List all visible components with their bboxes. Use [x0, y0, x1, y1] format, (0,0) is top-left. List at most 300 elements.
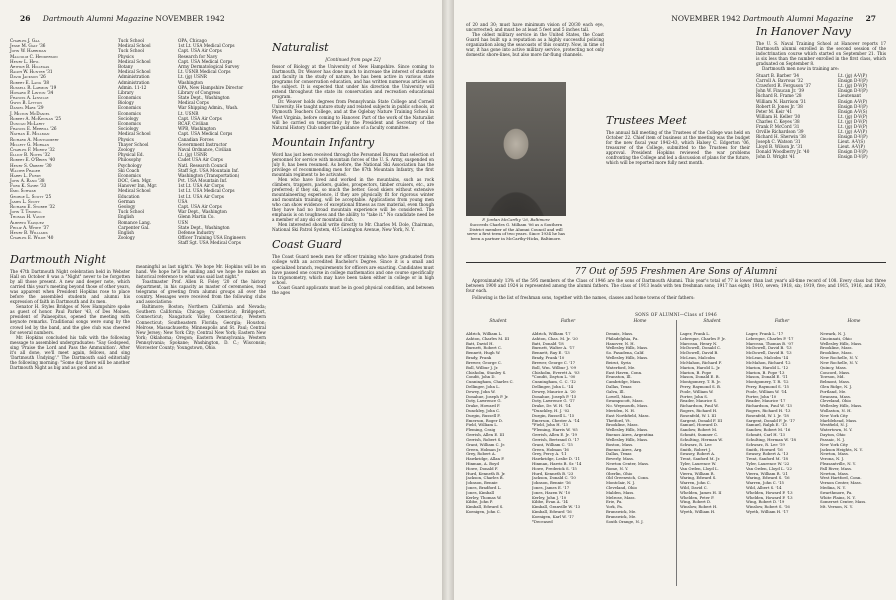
roster-name: John A. Rand '38: [10, 178, 45, 184]
table-cell: Beverly, Mass.: [606, 456, 635, 462]
dartmouth-night-section: [10, 250, 130, 595]
trainee-name: John W. Finucan Jr. '39: [756, 88, 805, 94]
roster-department: Zoology: [118, 235, 135, 241]
faculty-service-roster: [10, 38, 300, 248]
trainee-name: Carroll A. Bavrous '32: [756, 78, 804, 84]
table-cell: McMahon, Richard '12: [746, 359, 791, 365]
table-cell: Sandow, Robert M.: [680, 427, 718, 433]
table-cell: Bennett, Ray E. '13: [532, 350, 570, 356]
roster-service: 1st Lt. USA Air Corps: [178, 193, 224, 199]
roster-name: Henry B. Williams: [10, 229, 48, 235]
paragraph: Men who have lived and worked in the mountains, such as rock climbers, trappers, packers, guides, prospectors, timber cruisers, etc., are preferred; if they ski, so much the better. Good skiers without extensive mountaineering experience, if they are physically fit for rigorous winter and mountain training, will be acceptable. Applications from young men who can show evidence of exceptional fitness as raw material, even though they have had no broad mountain experience will be considered. The emphasis is on toughness and the ability to "take it." No candidate need be a member of any ski or mountain club.: [272, 176, 434, 223]
table-cell: So. Pasadena, Calif.: [606, 350, 645, 356]
table-cell: Schmitt, Carl H. '13: [746, 432, 785, 438]
table-cell: *Deceased: [532, 518, 553, 524]
roster-department: Admin. 11-12: [118, 84, 147, 90]
table-cell: *Condit, Dayton L. '00: [532, 374, 576, 380]
paragraph: Dr. Weaver holds degrees from Pennsylvania State College and Cornell University. He taught nature study and related subjects in public schools, at Plymouth Teachers College, and at the Oglebay Nature Training School in West Virginia, before coming to Hanover. Part of the work of the Naturalist will be carried on temporarily by the President and Secretary of the Natural History Club under the guidance of a faculty committee.: [272, 99, 434, 130]
table-cell: Brady, Frank: [466, 355, 492, 361]
table-cell: Condit, John D.: [466, 374, 496, 380]
table-cell: Montgomery, T. R. '12: [746, 379, 789, 385]
table-cell: Dallas, Texas: [606, 383, 632, 389]
paragraph: Word has just been received through the Personnel Bureau that selection of personnel for service with mountain forces of the U. S. Army, suspended on July 8, has been resumed. As before, the National Ski Association has the privilege of recommending men for the 87th Mountain Infantry, the first mountain regiment to be activated.: [272, 151, 434, 177]
roster-name: Alberto Vazquez: [10, 219, 44, 225]
roster-department: Economics: [118, 110, 141, 116]
roster-service: OPA, New Hampshire Director: [178, 84, 244, 90]
table-cell: Mt. Vernon, N. Y.: [820, 504, 853, 510]
table-cell: Jackson, Donald C. '10: [532, 475, 576, 481]
roster-department: Physics: [118, 136, 134, 142]
table-cell: Jones, Bradford L.: [466, 485, 502, 490]
table-cell: Ashton, Charles M. III: [466, 335, 510, 341]
roster-service: War Shipping Admin., Wash.: [178, 105, 239, 111]
roster-service: Lt. (jg) USNR: [178, 152, 207, 158]
table-cell: Gerrish, Allen E. III: [466, 432, 505, 438]
table-cell: New York City: [820, 412, 848, 418]
trainee-rank: Ensign A-V(S): [838, 108, 868, 114]
roster-name: Richard A. Montgomery: [10, 136, 59, 142]
table-cell: Whelden, James H. II: [680, 489, 722, 495]
table-cell: Mason, Donald E. '11: [746, 374, 788, 380]
table-cell: Warren, John C.: [680, 480, 711, 486]
table-cell: McDowell, Donald C.: [680, 345, 722, 351]
roster-service: Government Instructor: [178, 141, 228, 147]
roster-service: Defense Industry: [178, 229, 215, 235]
mountain-infantry-heading: Mountain Infantry: [272, 135, 375, 149]
table-cell: Lager, Frank L.: [680, 332, 711, 336]
table-cell: Mason, Donald E. B.: [680, 374, 720, 380]
trainee-rank: Ensign D-V(P): [838, 133, 868, 139]
roster-name: Ralph W. Hunter '31: [10, 69, 53, 75]
column-header: Student: [489, 319, 507, 324]
table-cell: Jackson, Charles B.: [466, 475, 504, 481]
table-cell: Wild, David C.: [680, 485, 708, 490]
table-cell: Hurd, Kenneth B. Jr.: [466, 470, 506, 476]
roster-service: Capt. USA Air Corps: [178, 204, 222, 209]
table-cell: Schulting, Herman W.: [680, 436, 723, 442]
left-page-header: [10, 14, 225, 23]
dartmouth-night-continued: [136, 264, 266, 594]
table-cell: Hurd, Kenneth B. '23: [532, 470, 574, 476]
roster-name: Nathan E. Millman: [10, 131, 50, 137]
table-cell: Cunningham, C. C. '12: [532, 379, 576, 385]
table-cell: Brookline, Mass.: [820, 350, 853, 356]
roster-service: USA: [178, 198, 188, 204]
roster-department: DOC, Gen. Mgr.: [118, 178, 152, 184]
table-cell: Boston, Mass.: [606, 441, 634, 447]
roster-department: English: [118, 214, 134, 220]
roster-name: Elliot B. Noyes '32: [10, 152, 50, 158]
paragraph: Mr. Hopkins concluded his talk with the following message to assembled undergraduates: "Say Godspeed, sing 'Praise the Lord and Pass the Ammunition'. After it's all done, we'll meet again, fellows, and sing 'Dartmouth Undying'." The Dartmouth said editorially the following morning: "Some day there will be another Dartmouth Night as big and as good and as: [10, 334, 130, 370]
table-cell: Grey, Robert A.: [466, 451, 496, 457]
table-cell: Passaic, N. J.: [820, 436, 845, 442]
trainee-rank: Lieutenant: [838, 93, 862, 99]
father-column: [532, 332, 604, 525]
table-cell: McLean, Malcolm: [680, 355, 715, 361]
table-cell: Malden, Mass.: [606, 489, 635, 495]
table-cell: Jones, Kimball: [466, 489, 494, 495]
table-cell: Dewey, John W.: [466, 388, 496, 394]
roster-service: Lt. (jg) USNR: [178, 74, 207, 80]
trainee-name: Joseph C. Watson '31: [756, 138, 801, 144]
paragraph: The oldest military service in the United States, the Coast Guard has built up a reputation as a highly successful policing organization along the seacoasts of this country. Now, in time of war, it has gone into active military service, protecting not only domestic shore-lines, but also more far-flung channels.: [466, 32, 604, 58]
paragraph: Baltimore; Boston; Northern California and Nevada; Southern California; Chicago; Connecticut; Bridgeport, Connecticut; Naugatuck Valley, Connecticut; Western Connecticut; Southeastern Florida; Georgia; Houston; Melrose, Massachusetts; Minneapolis and St. Paul; Central New Jersey; New York City; Central New York; Eastern New York; Oklahoma; Oregon; Eastern Pennsylvania; Western Pennsylvania; Spokane; Washington, D. C.; Wisconsin; Worcester County; Youngstown, Ohio.: [136, 304, 266, 350]
table-cell: Glen Ridge, N. J.: [820, 383, 853, 389]
trainee-name: Stuart B. Barber '34: [756, 73, 800, 79]
table-cell: Aldrich, William L.: [466, 332, 503, 336]
table-cell: Gerrish, Bertrand O. '17: [532, 436, 580, 442]
paragraph: Toastmaster Prof. Allen R. Foley '20 of the history department, in his capacity as master of ceremonies, read telegrams of greeting from alumni groups all over the country. Messages were received from the following clubs and associations:: [136, 279, 266, 305]
table-cell: New Rochelle, N. Y.: [820, 359, 859, 365]
roster-department: Tuck School: [118, 48, 144, 54]
table-cell: Sargent, Donald F. III: [680, 417, 723, 423]
table-cell: Koenigen, John C.: [466, 509, 501, 515]
trainee-name: Peter M. Keir '41: [756, 108, 793, 114]
table-cell: Jackson Heights, N. Y.: [820, 446, 863, 452]
roster-department: Library: [118, 89, 134, 95]
coast-guard-heading: Coast Guard: [272, 238, 342, 252]
roster-department: Tuck School: [118, 209, 144, 215]
table-cell: *Fleming, Harris W. '05: [532, 427, 578, 433]
table-cell: Kibbe, John P.: [466, 499, 493, 505]
roster-department: Tuck School: [118, 38, 144, 43]
table-cell: Wellesley Hills, Mass.: [606, 345, 649, 351]
table-cell: Marceau, Henry N.: [680, 340, 718, 346]
table-cell: East Northfield, Mass.: [606, 412, 650, 418]
table-cell: Tyler, Laurence W.: [680, 460, 717, 466]
paragraph: The annual fall meeting of the Trustees of the College was held on October 22. Chief item of business at the meeting was the budget for the new fiscal year 1942-43, which Halsey C. Edgerton '06, treasurer of the College, submitted to the Trustees for their approval. President Hopkins reviewed the war problems confronting the College and led a discussion of plans for the future, which will be reported more fully next month.: [606, 130, 750, 166]
table-cell: Lager, Frank L. '17: [746, 332, 784, 336]
table-cell: Newton, Mass.: [820, 451, 850, 457]
table-cell: Westfield, N. J.: [820, 422, 849, 428]
table-cell: Wellesley Hills, Mass.: [820, 403, 863, 409]
page-number: 26: [20, 14, 31, 23]
table-cell: Lowell, Mass.: [606, 393, 633, 399]
table-cell: Montgomery, T. R. Jr.: [680, 379, 721, 385]
roster-service: Washington (Transportation): [178, 172, 240, 178]
trainee-name: Robert B. Jones Jr. '38: [756, 103, 803, 109]
roster-name: Daniel Marx '29: [10, 105, 44, 111]
table-cell: Kerley, Thomas W.: [466, 494, 502, 500]
roster-department: German: [118, 198, 135, 204]
table-cell: Sargent, Donald F. Jr. '17: [746, 417, 795, 423]
roster-name: Charles E. Wilde '40: [10, 235, 54, 241]
roster-name: Thomas H. Vance: [10, 214, 46, 220]
table-cell: Swampscott, Mass.: [606, 398, 644, 404]
table-cell: Newark, N. J.: [820, 332, 846, 336]
table-cell: Oberlin, Ohio: [606, 470, 633, 476]
table-cell: Richardson, Paul W.: [680, 403, 719, 409]
naturalist-heading: Naturalist: [272, 41, 329, 54]
paragraph: of 20 and 30; must have minimum vision of 20/30 each eye, uncorrected; and must be at least 5 feet and 5 inches tall.: [466, 22, 604, 33]
roster-service: 1st Lt. USA Medical Corps: [178, 188, 235, 194]
table-cell: Lebreque, Charles P. Jr.: [680, 335, 726, 341]
table-cell: Meriden, N. H.: [606, 408, 636, 413]
table-cell: Cunningham, Charles C.: [466, 379, 514, 385]
roster-service: Glenn Martin Co.: [178, 214, 215, 220]
paragraph: Dartmouth men now in training are:: [762, 66, 840, 72]
table-cell: Green, Holman '16: [532, 446, 569, 452]
roster-service: Army Dermatological Survey: [178, 63, 240, 69]
roster-department: Geology: [118, 204, 136, 209]
portrait-photo: [466, 82, 566, 216]
paragraph: meaningful as last night's. We hope Mr. Hopkins will be on hand. We hope he'll be smiling and we hope he makes an historical reference to what was said last night.": [136, 264, 266, 280]
table-cell: Dennis, Mass.: [606, 332, 634, 336]
roster-name: Charles J. Gaa: [10, 38, 40, 43]
table-cell: Boll, Wm. Wilbur J. '09: [532, 364, 577, 370]
continued-note: [Continued from page 22]: [325, 57, 381, 62]
table-cell: Kibbe, Evan A. '14: [532, 499, 568, 505]
table-cell: Treat, Sanford M. Jr.: [680, 456, 721, 462]
table-cell: Old Greenwich, Conn.: [606, 475, 650, 481]
issue-date: NOVEMBER 1942: [671, 14, 741, 23]
table-cell: Grey, Percy A. '11: [532, 451, 567, 457]
table-cell: Grant, William C. Jr.: [466, 441, 506, 447]
table-cell: Newton Center, Mass.: [606, 460, 650, 466]
roster-department: Biology: [118, 100, 134, 106]
roster-name: Russell R. Larmon '19: [10, 84, 57, 90]
paragraph: Following is the list of freshman sons, together with the names, classes and home towns of their fathers:: [472, 294, 695, 300]
table-cell: Batt, David H.: [466, 340, 494, 346]
roster-name: Robert E. Lang '38: [10, 79, 50, 85]
trainee-name: Charles C. Keyes '38: [756, 118, 800, 124]
roster-name: Millett G. Morgan: [10, 141, 50, 147]
roster-department: Physics: [118, 53, 134, 59]
table-cell: Fleming, Craig: [466, 427, 496, 433]
table-cell: Rogers, Richard H.: [680, 408, 718, 413]
table-cell: Brady, Frank '10: [532, 355, 565, 361]
trainee-name: Donald Woodberry Jr. '40: [756, 148, 810, 154]
table-cell: Watertown, N. Y.: [820, 427, 853, 433]
table-cell: Hinman, Harris B. Sr. '14: [532, 460, 582, 466]
table-cell: Chisholm, Stanley S.: [466, 369, 507, 375]
table-cell: Grant, William C. '15: [532, 441, 573, 447]
table-cell: Kimball, Edward '16: [532, 509, 572, 515]
table-cell: Dellinger, John L. '14: [532, 383, 574, 389]
trainee-rank: Ensign D-V(P): [838, 88, 868, 94]
table-cell: Buenos Aires, Arg.: [606, 446, 643, 452]
roster-name: Duncan McLarty: [10, 121, 45, 126]
table-cell: Lebreque, Charles P. '17: [746, 335, 794, 341]
roster-department: Sociology: [118, 126, 139, 132]
caption-text: Succeeds Charles G. Milham '06 as a Southern District member of the Alumni Council and will serve a first term of two years. Since 1934 he has been a partner in McCarthy-Hicks, Baltimore.: [466, 221, 566, 242]
column-header: Home: [847, 319, 861, 324]
table-cell: Smith, Howard '16: [746, 446, 783, 452]
roster-name: Francis A. Linville: [10, 95, 49, 101]
table-cell: Newton, Mass.: [820, 470, 850, 476]
table-cell: Wellesley Hills, Mass.: [606, 427, 649, 433]
roster-department: Economics: [118, 121, 141, 126]
roster-service: Capt. USA Air Corps: [178, 48, 222, 54]
table-cell: No. Weymouth, Mass.: [606, 403, 649, 409]
navy-section: [756, 22, 886, 260]
table-cell: Treat, Sanford M. '18: [746, 456, 788, 462]
table-cell: Brunswick, Me.: [606, 509, 637, 515]
table-cell: Hanover, N. H.: [606, 340, 635, 346]
roster-department: English: [118, 229, 134, 235]
trainee-rank: Ensign D-V(P): [838, 103, 868, 109]
table-cell: Marceau, Thomas B. '07: [746, 340, 794, 346]
trainee-rank: Lt. (jg) D-V(P): [838, 118, 868, 124]
roster-service: Lt. USNR: [178, 110, 199, 116]
table-cell: Cleveland, Ohio: [820, 398, 851, 404]
table-cell: Kimball, Edward S.: [466, 504, 504, 510]
table-cell: Marion, B. Pope: [680, 369, 712, 375]
roster-name: Ford K. Sayre '33: [10, 183, 47, 189]
table-cell: Brookline, Mass.: [820, 345, 853, 351]
table-cell: Wellesley Hills, Mass.: [820, 340, 863, 346]
section-heading: Dartmouth Night: [10, 253, 106, 266]
table-cell: Fall River, Mass.: [820, 465, 853, 471]
roster-service: War Dept., Washington: [178, 209, 227, 215]
table-cell: Boll, Wilbur J. Jr.: [466, 364, 499, 370]
table-cell: Vierra, William R. '21: [746, 470, 788, 476]
trainee-rank: Lt. (jg) D-V(P): [838, 113, 868, 119]
roster-name: John T. Troxell: [10, 209, 42, 215]
roster-name: Robert E. O'Brien '40: [10, 157, 55, 163]
table-cell: Durgin, Russell F.: [466, 412, 501, 418]
table-cell: *Dunckley, H. J. '02: [532, 408, 570, 413]
trainee-rank: Ensign D-V(P): [838, 78, 868, 84]
table-cell: Samuel, Ralph E. '13: [746, 422, 787, 428]
table-cell: South Orange, N. J.: [606, 518, 644, 524]
roster-service: State Dept., Washington: [178, 224, 230, 230]
table-cell: Perry, Raymond S. B.: [680, 383, 722, 389]
table-cell: Whelden, Howard P. '13: [746, 489, 793, 495]
table-cell: Durgin, Russell L. '15: [532, 412, 575, 418]
table-cell: Johnson, Bennie: [466, 480, 498, 486]
table-cell: Jones, Hazen W. '10: [532, 489, 571, 495]
table-cell: Swansea, Mass.: [820, 393, 852, 399]
table-cell: Swasey, Robert A. '13: [746, 451, 789, 457]
roster-department: Romance Lang.: [118, 219, 151, 225]
table-cell: White Plains, N. Y.: [820, 494, 856, 500]
table-cell: Verona, N. J.: [820, 456, 845, 462]
table-cell: Beirut, Syria: [606, 359, 631, 365]
roster-department: Botany: [118, 63, 133, 69]
table-cell: Reader, Maurice S.: [680, 398, 718, 404]
table-cell: Warren, John C. '15: [746, 480, 784, 486]
table-cell: Donahue, Joseph P. Jr.: [466, 393, 509, 399]
table-cell: Donahue, Joseph P. '15: [532, 393, 577, 399]
table-cell: Waring, Edward S. '16: [746, 475, 790, 481]
table-cell: McDowell, David B. '13: [746, 350, 792, 356]
table-cell: McDowell, David B. '13: [746, 345, 792, 351]
roster-department: Hanover Inn, Mgr.: [118, 183, 158, 189]
roster-name: Jesse M. Galt '36: [10, 43, 46, 49]
trustees-heading: Trustees Meet: [606, 114, 687, 127]
roster-name: Charles F. Moritz '32: [10, 146, 55, 152]
table-cell: Marion, B. Pope '13: [746, 369, 785, 375]
roster-row: [10, 240, 300, 245]
table-cell: Emerson, Roger D.: [466, 417, 503, 423]
trainee-name: Richard H. Sherwin '38: [756, 133, 806, 139]
table-cell: Dewey, Maurice A. '20: [532, 388, 576, 394]
roster-department: Economics: [118, 172, 141, 178]
table-cell: McMahon, Richard F.: [680, 359, 722, 365]
roster-department: Ski Coach: [118, 167, 140, 173]
navy-heading: In Hanover Navy: [756, 25, 851, 38]
photo-caption: [466, 218, 566, 242]
table-cell: Galva, Ill.: [606, 388, 625, 394]
roster-name: Henry L. Heyl: [10, 58, 40, 64]
table-cell: Doty, Lawrence G.: [466, 398, 502, 404]
trainee-name: William H. Keller '30: [756, 113, 801, 119]
table-cell: Porter, John '10: [746, 393, 777, 399]
table-cell: Jones, James E. '17: [532, 485, 570, 490]
trainee-name: Crawford R. Ferguson '37: [756, 83, 811, 89]
right-column: [272, 38, 434, 594]
table-cell: Vernon Center, Mass.: [820, 480, 862, 486]
trainee-list: [756, 73, 886, 159]
table-cell: Rosenfeld, W. I. Jr. '18: [746, 412, 789, 418]
paragraph: fessor of Biology at the University of New Hampshire. Since coming to Dartmouth, Dr. Weaver has done much to increase the interest of students and faculty in the study of nature, he has been active in various state programs for conservation education, and has written numerous articles on the subject. It is expected that under his direction the University will extend throughout the state its conservation and recreation educational program.: [272, 64, 434, 100]
sons-table-right: [680, 320, 888, 590]
table-cell: Pleasantville, N. Y.: [820, 460, 857, 466]
table-cell: Van Orden, Lloyd L.: [680, 465, 719, 471]
roster-service: Capt. USA Air Corps: [178, 115, 222, 121]
roster-service: Officer Training USA Engineers: [178, 235, 246, 241]
table-cell: Bennett, Hugh W.: [466, 350, 501, 356]
table-cell: Wild, Albert S. '14: [746, 485, 782, 490]
table-cell: Gerrish, Allen E. Jr. '19: [532, 432, 577, 438]
roster-name: John W. Harriman: [10, 48, 47, 54]
left-page: [0, 0, 442, 600]
trainee-rank: Lt. (jg) D-V(P): [838, 83, 868, 89]
table-cell: Wing, Robert D.: [680, 499, 712, 505]
roster-service: Canadian Forces: [178, 136, 214, 142]
trainee-name: Richard R. Frame '28: [756, 93, 802, 99]
table-cell: Doty, Lawrence G. '17: [532, 398, 575, 404]
roster-department: Economics: [118, 105, 141, 111]
roster-service: Research for Navy: [178, 53, 218, 59]
roster-service: Cadet USA Air Corps: [178, 157, 223, 163]
table-cell: Rogers, Richard H. '13: [746, 408, 791, 413]
table-cell: Whelden, Peter F.: [680, 494, 715, 500]
trainee-name: William N. Harrison '31: [756, 98, 807, 104]
roster-name: Henry S. Odbert '30: [10, 162, 52, 168]
roster-service: Naval Ordnance, Civilian: [178, 146, 232, 152]
trainee-name: Frank P. McCord '31: [756, 123, 800, 129]
table-cell: Koenigen, Karl W. '17: [532, 513, 574, 519]
roster-name: Robert A. McKennan '25: [10, 115, 61, 121]
table-cell: Drake, Dr. W. H. '14: [532, 403, 571, 409]
table-cell: Schulting, Herman W. '18: [746, 436, 796, 442]
table-cell: Buenos Aires, Argentina: [606, 432, 654, 438]
column-header: Father: [560, 319, 576, 324]
table-cell: Howe, Frederick S. '15: [532, 465, 577, 471]
home-column: [820, 332, 888, 510]
paragraph: The 47th Dartmouth Night celebration held in Webster Hall on October 8 was a "Night" never to be forgotten by all those present. A new and deeper note, which carried this year's meeting beyond those of other years, was apparent when President Hopkins rose to place before the assembled students and alumni his expression of faith in Dartmouth and its men.: [10, 269, 130, 305]
right-col-2: [606, 22, 750, 258]
student-column: [466, 332, 530, 515]
table-cell: Green, Holman Jr.: [466, 446, 502, 452]
table-cell: Dallas, Texas: [606, 451, 632, 457]
table-cell: Evanston, Ill.: [606, 374, 632, 380]
table-cell: Porter, John S.: [680, 393, 709, 399]
trainee-name: Lloyd B. Wilson Jr. '31: [756, 143, 803, 149]
sons-box-heading: 77 Out of 595 Freshmen Are Sons of Alumni: [574, 267, 778, 277]
table-cell: Wellesley Hills, Mass.: [606, 355, 649, 361]
table-cell: Kerley, John J. '10: [532, 494, 567, 500]
roster-service: Staff Sgt. USA Medical Corps: [178, 240, 241, 246]
roster-name: Malcolm C. Henderson: [10, 53, 58, 59]
table-cell: Philadelphia, Pa.: [606, 335, 639, 341]
table-cell: Medina, N. Y.: [820, 485, 846, 490]
roster-service: 1st Lt. USA Medical Corps: [178, 43, 235, 49]
roster-department: Zoology: [118, 146, 135, 152]
trainee-name: John D. Wright '41: [756, 154, 796, 160]
